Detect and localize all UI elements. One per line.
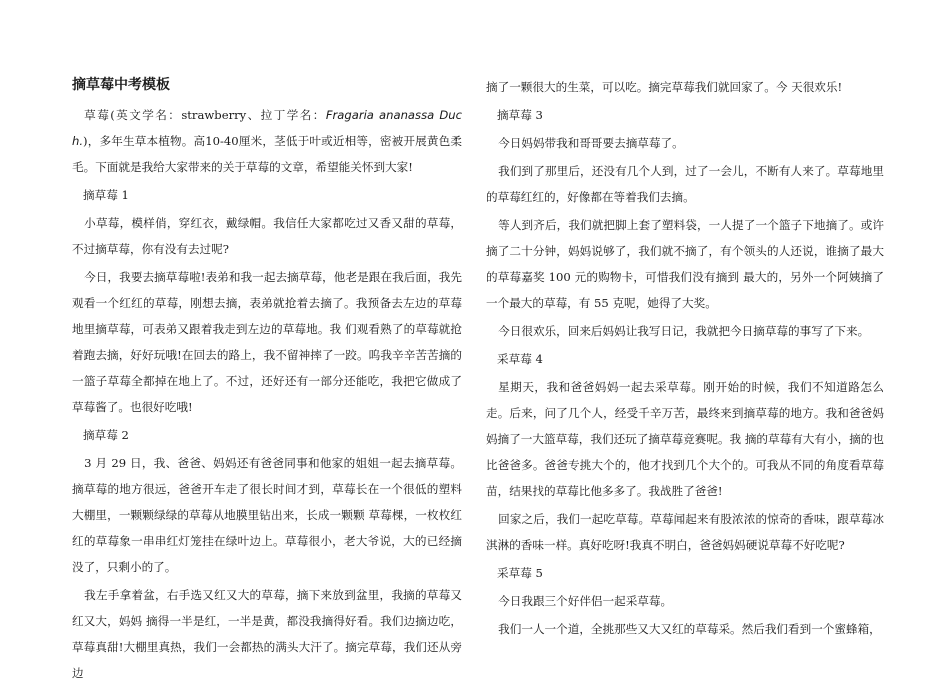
paragraph: 3 月 29 日，我、爸爸、妈妈还有爸爸同事和他家的姐姐一起去摘草莓。摘草莓的地方很远，爸爸开车走了很长时间才到，草莓长在一个很低的塑料大棚里，一颗颗绿绿的草莓从地膜里钻出来，长成一颗颗 草莓棵，一枚枚红红的草莓象一串串红灯笼挂在绿叶边上。草莓很小，老大爷说，大的已经摘没了，只剩小的了。 xyxy=(72,456,462,574)
left-column-body xyxy=(72,182,462,686)
paragraph-continuation: 摘了一颗很大的生菜，可以吃。摘完草莓我们就回家了。今 天很欢乐! xyxy=(486,80,843,94)
document-title: 摘草莓中考模板 xyxy=(72,77,170,93)
right-column xyxy=(486,74,884,644)
section-heading: 摘草莓 3 xyxy=(497,108,543,122)
paragraph: 今日妈妈带我和哥哥要去摘草莓了。 xyxy=(498,136,684,150)
paragraph: 今日很欢乐，回来后妈妈让我写日记，我就把今日摘草莓的事写了下来。 xyxy=(498,324,870,338)
paragraph: 我们到了那里后，还没有几个人到，过了一会儿，不断有人来了。草莓地里的草莓红红的，好像都在等着我们去摘。 xyxy=(486,164,884,204)
paragraph: 今日，我要去摘草莓啦!表弟和我一起去摘草莓，他老是跟在我后面，我先观看一个红红的草莓，刚想去摘，表弟就抢着去摘了。我预备去左边的草莓地里摘草莓，可表弟又跟着我走到左边的草莓地。我 们观看熟了的草莓就抢着跑去摘，好好玩哦!在回去的路上，我不留神摔了一跤。呜我辛辛苦苦摘的一篮子草莓全都掉在地上了。不过，还好还有一部分还能吃，我把它做成了草莓酱了。也很好吃哦! xyxy=(72,270,462,414)
left-column xyxy=(72,74,462,688)
right-column-body xyxy=(486,74,884,642)
paragraph: 回家之后，我们一起吃草莓。草莓闻起来有股浓浓的惊奇的香味，跟草莓冰淇淋的香味一样。真好吃呀!我真不明白，爸爸妈妈硬说草莓不好吃呢? xyxy=(486,512,884,552)
paragraph: 小草莓，模样俏，穿红衣，戴绿帽。我信任大家都吃过又香又甜的草莓，不过摘草莓，你有没有去过呢? xyxy=(72,216,462,256)
intro-text-pre: 草莓(英文学名：strawberry、拉丁学名： xyxy=(84,108,326,122)
paragraph: 星期天，我和爸爸妈妈一起去采草莓。刚开始的时候，我们不知道路怎么走。后来，问了几个人，经受千辛万苦，最终来到摘草莓的地方。我和爸爸妈妈摘了一大篮草莓，我们还玩了摘草莓竞赛呢。我 摘的草莓有大有小，摘的也比爸爸多。爸爸专挑大个的，他才找到几个大个的。可我从不同的角度看草莓苗，结果找的草莓比他多多了。我战胜了爸爸! xyxy=(486,380,884,498)
paragraph: 等人到齐后，我们就把脚上套了塑料袋，一人提了一个篮子下地摘了。或许摘了二十分钟，妈妈说够了，我们就不摘了，有个领头的人还说，谁摘了最大的草莓嘉奖 100 元的购物卡，可惜我们没有摘到 最大的，另外一个阿姨摘了一个最大的草莓，有 55 克呢，她得了大奖。 xyxy=(486,218,884,310)
section-heading: 摘草莓 1 xyxy=(83,188,129,202)
paragraph: 我左手拿着盆，右手选又红又大的草莓，摘下来放到盆里，我摘的草莓又红又大，妈妈 摘得一半是红，一半是黄，都没我摘得好看。我们边摘边吃，草莓真甜!大棚里真热，我们一会都热的满头大汗了。摘完草莓，我们还从旁边 xyxy=(72,588,462,680)
section-heading: 采草莓 4 xyxy=(497,352,543,366)
section-heading: 采草莓 5 xyxy=(497,566,543,580)
intro-text-post: )，多年生草本植物。高10-40厘米，茎低于叶或近相等，密被开展黄色柔毛。下面就是我给大家带来的关于草莓的文章，希望能关怀到大家! xyxy=(72,134,462,174)
paragraph: 我们一人一个道，全挑那些又大又红的草莓采。然后我们看到一个蜜蜂箱， xyxy=(498,622,881,636)
intro-paragraph xyxy=(72,102,462,180)
intro-latin-name: Fragaria ananassa Duch. xyxy=(72,108,462,148)
paragraph: 今日我跟三个好伴侣一起采草莓。 xyxy=(498,594,673,608)
section-heading: 摘草莓 2 xyxy=(83,428,129,442)
